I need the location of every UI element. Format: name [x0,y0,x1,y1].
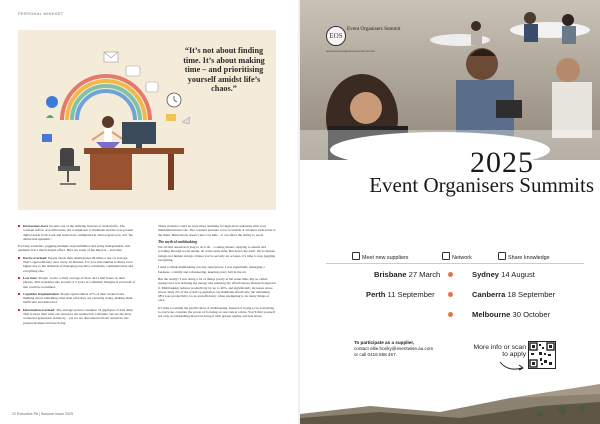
event-year: 2025 [470,146,534,179]
city-dot [448,292,453,297]
city-canberra: Canberra 18 September [472,290,556,299]
qr-code[interactable] [528,341,556,369]
brand-name: Event Organisers Summit [347,26,401,32]
arrow-icon [498,360,528,372]
section-label: PERSONAL MINDSET [18,11,64,16]
venue-photo-art [300,384,600,424]
event-title: Event Organisers Summits [369,173,594,197]
city-dot [448,312,453,317]
right-page [300,0,600,424]
list-item: Information overload: The average person consumes 74 gigabytes of data daily. That is more than what our ancestors encountered in a lifetime. We are the most connected generation in history – yet we are disconnected from ourselves, the present moment and true living. [18,308,136,325]
event-photo [300,0,600,160]
share-icon [498,252,506,260]
impacts-paragraph: For busy assistants, juggling multiple responsibilities and being indispensable, this epidemic has a much deeper effect. Here are some of the impacts – and stats: [18,244,131,253]
venue-photo [300,384,600,424]
city-dot [448,272,453,277]
body-paragraph: It’s time to rethink the glorification of multitasking. Instead of trying to be everything to everyone, consider the power of focusing on one task at a time. You’ll find yourself not only accomplishing more but doing it with greater quality and less stress. [158,305,275,319]
intro-paragraph: Distractions have become one of the defining features of modern life. The constant inflow of notifications, the compulsion to multitask and the ever-present digital needs from work and home have culminated in what experts now call ‘the distraction epidemic’. [18,224,136,241]
contact-phone[interactable]: or call 0416 558 457. [354,351,397,357]
stats-paragraph: These statistics could be even more alarming for high-level assistants with your multidimensional role. The constant pressure to be accessible at all times adds stress to the mind. Distractions doesn’t just cost time – it can affect the ability to excel. [158,224,276,237]
feature-network: Network [442,252,472,261]
scan-to-apply-text: More info or scan to apply [473,344,526,359]
city-sydney: Sydney 14 August [472,270,535,279]
contact-email[interactable]: contact ellie.honky@eventwise.au.com [354,345,434,351]
body-paragraph: We all find ourselves trying to do it all – cooking dinner, replying to emails and scrolling through social media, all at the same time. But here’s the truth. We’re human beings, not human doings. Unless you’re secretly an octopus, it’s time to stop juggling everything. [158,245,276,263]
multitasking-heading: The myth of multitasking [158,239,198,244]
divider [326,263,584,264]
brand-monogram: EOS [326,26,346,46]
left-column [18,224,136,328]
network-icon [442,252,450,260]
right-column [158,224,276,322]
list-item: Lost time: People ‘waste’ a daily average of three and a half hours on their phones. This translates into around 11.5 years in a lifetime! Imagine if even half of that could be reclaimed. [18,276,136,289]
pull-quote: “It’s not about finding time. It’s about making time – and prioritising yourself amidst life’s chaos.” [183,46,265,94]
city-melbourne: Melbourne 30 October [472,310,551,319]
handshake-icon [352,252,360,260]
brand-url: www.eventorganiserssummit.com.au [326,49,375,53]
page-folio: 22 Executive PA | Summer Issue 2025 [12,412,73,416]
body-paragraph: I used to think multitasking was my superpower. I was supermum; managing a business, a family and volunteering, keeping every ball in the air. [158,265,265,274]
city-brisbane: Brisbane 27 March [374,270,441,279]
feature-meet-suppliers: Meet new suppliers [352,252,408,261]
city-perth: Perth 11 September [366,290,435,299]
event-photo-art [300,0,600,160]
body-paragraph: But the reality? I was doing a lot of things poorly at the same time. My so-called superpower was draining my energy and reducing my effectiveness. Research supports it. Multitasking reduces productivity by up to 40%, and significantly increases stress levels. Only 2% of the world’s population can multitask effectively; the remaining 98% lose productivity, focus and efficiency when attempting to do many things at once. [158,276,276,303]
feature-share-knowledge: Share knowledge [498,252,550,261]
list-item: Cognitive fragmentation: People spend almost 47% of their awake hours thinking about something other than what they are currently doing, making them inefficient and distracted. [18,292,136,305]
qr-code-icon [529,342,555,368]
list-item: Device overload: People check their smartphones 96 times a day on average. That’s approximately once every 10 minutes. For you, this number is likely even higher due to the demands of managing executive schedules, communication and everything else. [18,256,136,273]
supplier-contact: To participate as a supplier, contact ellie.honky@eventwise.au.com or call 0416 558 457. [354,340,434,357]
